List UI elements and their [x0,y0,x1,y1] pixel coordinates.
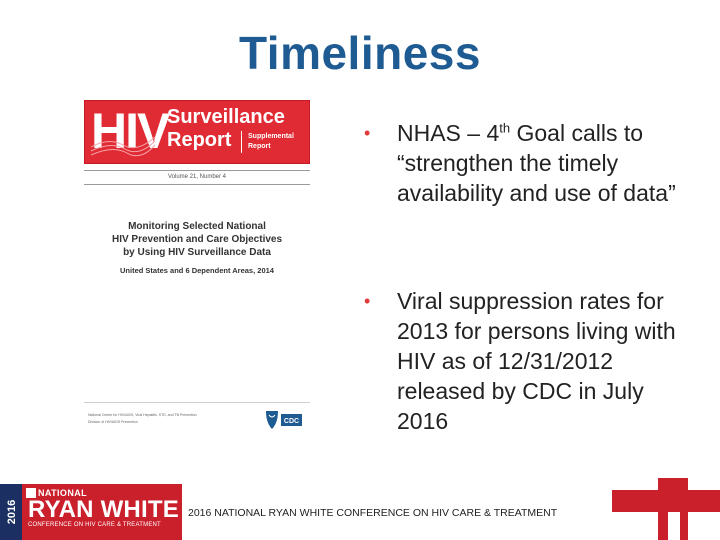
cover-volume: Volume 21, Number 4 [167,174,227,180]
banner-report: Report [167,129,232,151]
hiv-swoosh-lines [89,107,157,157]
hiv-banner-text: HIV [91,103,169,159]
banner-surveillance: Surveillance [167,106,285,128]
logo-year-text: 2016 [6,499,18,525]
footer-conference-text: 2016 NATIONAL RYAN WHITE CONFERENCE ON HIV CARE & TREATMENT [188,507,558,519]
report-banner [84,100,310,164]
logo-ryan-white: RYAN WHITE [28,496,179,523]
logo-year [0,484,22,540]
slide-title: Timeliness [239,27,481,79]
cover-heading-line: HIV Prevention and Care Objectives [111,234,283,245]
cover-rule-top [84,170,310,171]
bullet-marker: • [364,291,371,311]
bullet-text-pre: NHAS – 4 [397,120,500,146]
cover-heading [84,220,310,259]
cover-fine-print: Division of HIV/AIDS Prevention [88,420,138,424]
bullet-text-post: Goal calls to “strengthen the timely availability and use of data” [397,120,676,206]
supplemental-line2: Report [248,143,271,150]
bullet-item-viral-suppression [364,286,694,436]
bullet-item-nhas [364,118,694,208]
supplemental-line1: Supplemental [248,133,294,140]
cover-subheading: United States and 6 Dependent Areas, 2014 [120,266,274,275]
bullet-marker: • [364,123,371,143]
logo-conference-line: CONFERENCE ON HIV CARE & TREATMENT [28,522,161,528]
supplemental-tag [241,131,304,153]
bullet-superscript: th [499,120,511,136]
bullet-text: Viral suppression rates for 2013 for persons living with HIV as of 12/31/2012 released by CDC in July 2016 [397,288,676,434]
cdc-logo-text: CDC [283,418,300,425]
report-cover-image [84,100,310,434]
cover-fine-print: National Center for HIV/AIDS, Viral Hepatitis, STD, and TB Prevention [88,413,197,417]
cover-footer [84,402,310,435]
logo-national: NATIONAL [38,488,88,498]
cover-heading-line: by Using HIV Surveillance Data [123,247,271,258]
cover-rule-bottom [84,184,310,185]
cover-heading-line: Monitoring Selected National [128,221,266,232]
decorative-cross-inner [668,512,680,540]
cdc-logo-icon [264,409,304,431]
